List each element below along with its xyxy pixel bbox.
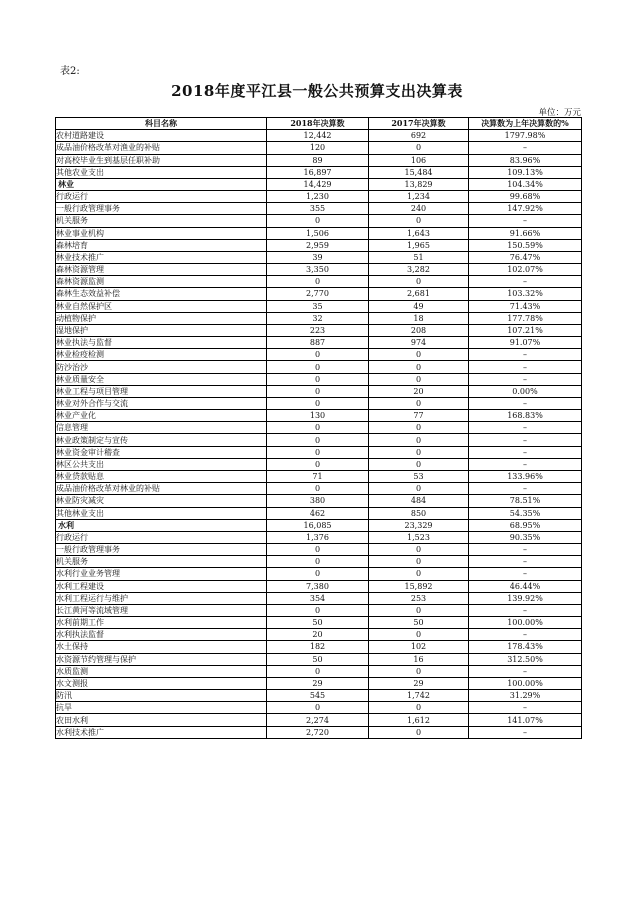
row-subject-name: 一般行政管理事务 <box>56 544 267 556</box>
row-value-2017: 23,329 <box>369 519 469 531</box>
row-ratio-percent: 71.43% <box>469 300 582 312</box>
row-value-2018: 0 <box>267 373 369 385</box>
row-ratio-percent: – <box>469 604 582 616</box>
row-value-2018: 0 <box>267 568 369 580</box>
row-ratio-percent: – <box>469 397 582 409</box>
row-ratio-percent: 139.92% <box>469 592 582 604</box>
row-value-2017: 0 <box>369 458 469 470</box>
row-ratio-percent: – <box>469 434 582 446</box>
table-row <box>56 337 582 349</box>
row-subject-name: 信息管理 <box>56 422 267 434</box>
row-value-2018: 16,085 <box>267 519 369 531</box>
row-ratio-percent: 109.13% <box>469 166 582 178</box>
table-row <box>56 714 582 726</box>
row-subject-name: 林业 <box>56 178 267 190</box>
row-ratio-percent: 54.35% <box>469 507 582 519</box>
row-value-2017: 692 <box>369 130 469 142</box>
row-ratio-percent: – <box>469 665 582 677</box>
column-header-2018: 2018年决算数 <box>267 118 369 130</box>
row-value-2017: 13,829 <box>369 178 469 190</box>
row-value-2017: 1,234 <box>369 191 469 203</box>
row-value-2018: 0 <box>267 397 369 409</box>
row-value-2018: 2,720 <box>267 726 369 738</box>
row-value-2017: 0 <box>369 483 469 495</box>
table-row <box>56 361 582 373</box>
row-value-2017: 0 <box>369 665 469 677</box>
row-value-2018: 1,506 <box>267 227 369 239</box>
row-value-2018: 887 <box>267 337 369 349</box>
row-ratio-percent: – <box>469 276 582 288</box>
row-ratio-percent: 83.96% <box>469 154 582 166</box>
row-value-2018: 0 <box>267 556 369 568</box>
table-row <box>56 617 582 629</box>
row-subject-name: 行政运行 <box>56 191 267 203</box>
table-row <box>56 458 582 470</box>
row-ratio-percent: – <box>469 629 582 641</box>
row-subject-name: 林业防灾减灾 <box>56 495 267 507</box>
row-ratio-percent: 90.35% <box>469 531 582 543</box>
row-value-2017: 16 <box>369 653 469 665</box>
row-ratio-percent: 78.51% <box>469 495 582 507</box>
row-subject-name: 水利前期工作 <box>56 617 267 629</box>
row-value-2017: 18 <box>369 312 469 324</box>
table-number-label: 表2: <box>60 66 80 77</box>
row-value-2017: 974 <box>369 337 469 349</box>
row-ratio-percent: 104.34% <box>469 178 582 190</box>
page-title: 2018年度平江县一般公共预算支出决算表 <box>171 82 463 100</box>
row-subject-name: 水文测报 <box>56 677 267 689</box>
column-header-ratio: 决算数为上年决算数的% <box>469 118 582 130</box>
row-ratio-percent: 177.78% <box>469 312 582 324</box>
table-row <box>56 397 582 409</box>
table-row <box>56 507 582 519</box>
table-row <box>56 519 582 531</box>
row-subject-name: 林区公共支出 <box>56 458 267 470</box>
table-row <box>56 531 582 543</box>
row-value-2018: 380 <box>267 495 369 507</box>
row-subject-name: 林业事业机构 <box>56 227 267 239</box>
row-subject-name: 成品油价格改革对渔业的补贴 <box>56 142 267 154</box>
table-row <box>56 483 582 495</box>
row-ratio-percent: 141.07% <box>469 714 582 726</box>
row-subject-name: 水资源节约管理与保护 <box>56 653 267 665</box>
row-value-2018: 355 <box>267 203 369 215</box>
row-value-2017: 253 <box>369 592 469 604</box>
row-value-2018: 462 <box>267 507 369 519</box>
row-value-2018: 39 <box>267 251 369 263</box>
row-ratio-percent: 91.07% <box>469 337 582 349</box>
row-subject-name: 林业对外合作与交流 <box>56 397 267 409</box>
table-row <box>56 300 582 312</box>
row-subject-name: 长江黄河等流域管理 <box>56 604 267 616</box>
row-ratio-percent: 168.83% <box>469 410 582 422</box>
row-ratio-percent: 147.92% <box>469 203 582 215</box>
row-subject-name: 农田水利 <box>56 714 267 726</box>
table-row <box>56 580 582 592</box>
row-subject-name: 动植物保护 <box>56 312 267 324</box>
table-row <box>56 276 582 288</box>
row-ratio-percent: 102.07% <box>469 264 582 276</box>
row-value-2018: 2,274 <box>267 714 369 726</box>
row-subject-name: 水利工程运行与维护 <box>56 592 267 604</box>
row-subject-name: 林业自然保护区 <box>56 300 267 312</box>
row-value-2018: 3,350 <box>267 264 369 276</box>
row-value-2017: 20 <box>369 385 469 397</box>
row-value-2018: 12,442 <box>267 130 369 142</box>
row-ratio-percent: 150.59% <box>469 239 582 251</box>
table-row <box>56 726 582 738</box>
row-value-2017: 0 <box>369 702 469 714</box>
row-subject-name: 林业政策制定与宣传 <box>56 434 267 446</box>
table-body <box>56 130 582 739</box>
table-row <box>56 410 582 422</box>
row-value-2018: 223 <box>267 324 369 336</box>
table-row <box>56 312 582 324</box>
row-value-2017: 0 <box>369 373 469 385</box>
row-value-2018: 130 <box>267 410 369 422</box>
row-ratio-percent: – <box>469 142 582 154</box>
table-row <box>56 434 582 446</box>
row-subject-name: 林业资金审计稽查 <box>56 446 267 458</box>
row-value-2018: 71 <box>267 470 369 482</box>
row-subject-name: 森林生态效益补偿 <box>56 288 267 300</box>
row-subject-name: 农村道路建设 <box>56 130 267 142</box>
row-subject-name: 水利工程建设 <box>56 580 267 592</box>
row-value-2018: 2,770 <box>267 288 369 300</box>
row-subject-name: 机关服务 <box>56 556 267 568</box>
row-value-2017: 77 <box>369 410 469 422</box>
row-ratio-percent: 0.00% <box>469 385 582 397</box>
row-ratio-percent: 103.32% <box>469 288 582 300</box>
table-row <box>56 178 582 190</box>
row-value-2018: 0 <box>267 665 369 677</box>
row-subject-name: 防沙治沙 <box>56 361 267 373</box>
row-ratio-percent: – <box>469 373 582 385</box>
table-row <box>56 130 582 142</box>
table-row <box>56 665 582 677</box>
row-ratio-percent: 100.00% <box>469 677 582 689</box>
table-row <box>56 592 582 604</box>
table-row <box>56 629 582 641</box>
row-subject-name: 林业质量安全 <box>56 373 267 385</box>
row-subject-name: 水土保持 <box>56 641 267 653</box>
table-row <box>56 264 582 276</box>
row-value-2017: 850 <box>369 507 469 519</box>
row-value-2017: 0 <box>369 361 469 373</box>
row-ratio-percent: 68.95% <box>469 519 582 531</box>
row-subject-name: 水利技术推广 <box>56 726 267 738</box>
row-value-2017: 29 <box>369 677 469 689</box>
row-value-2018: 545 <box>267 690 369 702</box>
row-value-2018: 2,959 <box>267 239 369 251</box>
row-value-2018: 89 <box>267 154 369 166</box>
row-subject-name: 一般行政管理事务 <box>56 203 267 215</box>
row-subject-name: 其他林业支出 <box>56 507 267 519</box>
row-value-2017: 0 <box>369 726 469 738</box>
row-value-2018: 29 <box>267 677 369 689</box>
table-row <box>56 446 582 458</box>
row-value-2017: 240 <box>369 203 469 215</box>
row-value-2018: 35 <box>267 300 369 312</box>
row-ratio-percent: – <box>469 544 582 556</box>
table-row <box>56 166 582 178</box>
row-value-2017: 1,612 <box>369 714 469 726</box>
row-value-2017: 15,484 <box>369 166 469 178</box>
row-subject-name: 水利行业业务管理 <box>56 568 267 580</box>
row-value-2017: 1,742 <box>369 690 469 702</box>
table-row <box>56 203 582 215</box>
row-subject-name: 对高校毕业生到基层任职补助 <box>56 154 267 166</box>
table-row <box>56 702 582 714</box>
row-subject-name: 湿地保护 <box>56 324 267 336</box>
row-value-2017: 0 <box>369 629 469 641</box>
row-subject-name: 森林培育 <box>56 239 267 251</box>
row-value-2018: 0 <box>267 349 369 361</box>
row-ratio-percent: 100.00% <box>469 617 582 629</box>
row-ratio-percent: – <box>469 349 582 361</box>
row-value-2018: 1,230 <box>267 191 369 203</box>
row-value-2018: 0 <box>267 361 369 373</box>
row-subject-name: 林业执法与监督 <box>56 337 267 349</box>
row-ratio-percent: 133.96% <box>469 470 582 482</box>
table-row <box>56 544 582 556</box>
row-subject-name: 林业检疫检测 <box>56 349 267 361</box>
row-value-2017: 3,282 <box>369 264 469 276</box>
row-subject-name: 水利 <box>56 519 267 531</box>
row-value-2017: 0 <box>369 604 469 616</box>
row-value-2018: 0 <box>267 422 369 434</box>
row-value-2017: 15,892 <box>369 580 469 592</box>
row-value-2017: 50 <box>369 617 469 629</box>
row-value-2017: 0 <box>369 215 469 227</box>
row-ratio-percent: – <box>469 446 582 458</box>
row-ratio-percent: 76.47% <box>469 251 582 263</box>
table-row <box>56 142 582 154</box>
row-value-2018: 0 <box>267 702 369 714</box>
table-row <box>56 191 582 203</box>
table-row <box>56 556 582 568</box>
row-subject-name: 林业产业化 <box>56 410 267 422</box>
table-row <box>56 215 582 227</box>
row-value-2018: 0 <box>267 446 369 458</box>
table-row <box>56 568 582 580</box>
row-subject-name: 林业贷款贴息 <box>56 470 267 482</box>
row-value-2017: 0 <box>369 544 469 556</box>
table-row <box>56 641 582 653</box>
row-ratio-percent: – <box>469 458 582 470</box>
row-value-2018: 0 <box>267 276 369 288</box>
row-ratio-percent: – <box>469 422 582 434</box>
row-ratio-percent: – <box>469 215 582 227</box>
row-ratio-percent: 31.29% <box>469 690 582 702</box>
table-row <box>56 385 582 397</box>
row-value-2018: 0 <box>267 483 369 495</box>
row-value-2018: 50 <box>267 653 369 665</box>
row-value-2017: 53 <box>369 470 469 482</box>
table-row <box>56 227 582 239</box>
table-row <box>56 470 582 482</box>
table-row <box>56 495 582 507</box>
table-header-row <box>56 118 582 130</box>
row-value-2017: 0 <box>369 568 469 580</box>
row-value-2018: 14,429 <box>267 178 369 190</box>
table-row <box>56 288 582 300</box>
table-row <box>56 239 582 251</box>
row-ratio-percent: 91.66% <box>469 227 582 239</box>
row-value-2017: 106 <box>369 154 469 166</box>
row-value-2017: 0 <box>369 349 469 361</box>
row-ratio-percent: – <box>469 556 582 568</box>
row-ratio-percent: – <box>469 483 582 495</box>
row-value-2017: 0 <box>369 556 469 568</box>
row-value-2018: 7,380 <box>267 580 369 592</box>
row-subject-name: 林业工程与项目管理 <box>56 385 267 397</box>
table-row <box>56 349 582 361</box>
column-header-subject: 科目名称 <box>56 118 267 130</box>
row-value-2017: 0 <box>369 276 469 288</box>
row-value-2018: 32 <box>267 312 369 324</box>
row-subject-name: 森林资源监测 <box>56 276 267 288</box>
row-value-2017: 1,523 <box>369 531 469 543</box>
row-subject-name: 成品油价格改革对林业的补贴 <box>56 483 267 495</box>
table-row <box>56 653 582 665</box>
row-value-2018: 20 <box>267 629 369 641</box>
row-value-2017: 1,965 <box>369 239 469 251</box>
table-row <box>56 677 582 689</box>
row-value-2018: 16,897 <box>267 166 369 178</box>
row-value-2017: 49 <box>369 300 469 312</box>
row-ratio-percent: 312.50% <box>469 653 582 665</box>
row-subject-name: 水利执法监督 <box>56 629 267 641</box>
row-value-2017: 0 <box>369 422 469 434</box>
row-value-2018: 1,376 <box>267 531 369 543</box>
row-subject-name: 机关服务 <box>56 215 267 227</box>
row-ratio-percent: 99.68% <box>469 191 582 203</box>
row-value-2018: 0 <box>267 458 369 470</box>
row-ratio-percent: – <box>469 361 582 373</box>
row-subject-name: 防汛 <box>56 690 267 702</box>
budget-table <box>55 117 582 739</box>
row-value-2017: 102 <box>369 641 469 653</box>
table-row <box>56 251 582 263</box>
row-subject-name: 抗旱 <box>56 702 267 714</box>
row-subject-name: 水质监测 <box>56 665 267 677</box>
row-subject-name: 其他农业支出 <box>56 166 267 178</box>
row-value-2017: 208 <box>369 324 469 336</box>
row-value-2018: 182 <box>267 641 369 653</box>
row-value-2017: 0 <box>369 397 469 409</box>
row-value-2017: 1,643 <box>369 227 469 239</box>
row-value-2018: 0 <box>267 385 369 397</box>
table-row <box>56 604 582 616</box>
row-subject-name: 行政运行 <box>56 531 267 543</box>
table-row <box>56 422 582 434</box>
row-ratio-percent: 107.21% <box>469 324 582 336</box>
row-value-2017: 0 <box>369 434 469 446</box>
row-ratio-percent: 1797.98% <box>469 130 582 142</box>
row-ratio-percent: 46.44% <box>469 580 582 592</box>
table-row <box>56 373 582 385</box>
table-row <box>56 690 582 702</box>
row-ratio-percent: – <box>469 568 582 580</box>
row-ratio-percent: – <box>469 702 582 714</box>
row-value-2017: 51 <box>369 251 469 263</box>
row-value-2018: 50 <box>267 617 369 629</box>
row-value-2018: 120 <box>267 142 369 154</box>
row-value-2018: 0 <box>267 604 369 616</box>
row-value-2018: 0 <box>267 434 369 446</box>
row-subject-name: 森林资源管理 <box>56 264 267 276</box>
row-value-2017: 0 <box>369 142 469 154</box>
column-header-2017: 2017年决算数 <box>369 118 469 130</box>
row-value-2018: 354 <box>267 592 369 604</box>
row-value-2018: 0 <box>267 544 369 556</box>
table-row <box>56 324 582 336</box>
row-value-2018: 0 <box>267 215 369 227</box>
row-value-2017: 0 <box>369 446 469 458</box>
row-ratio-percent: 178.43% <box>469 641 582 653</box>
row-ratio-percent: – <box>469 726 582 738</box>
row-value-2017: 2,681 <box>369 288 469 300</box>
row-subject-name: 林业技术推广 <box>56 251 267 263</box>
row-value-2017: 484 <box>369 495 469 507</box>
unit-label: 单位：万元 <box>538 108 581 118</box>
table-row <box>56 154 582 166</box>
